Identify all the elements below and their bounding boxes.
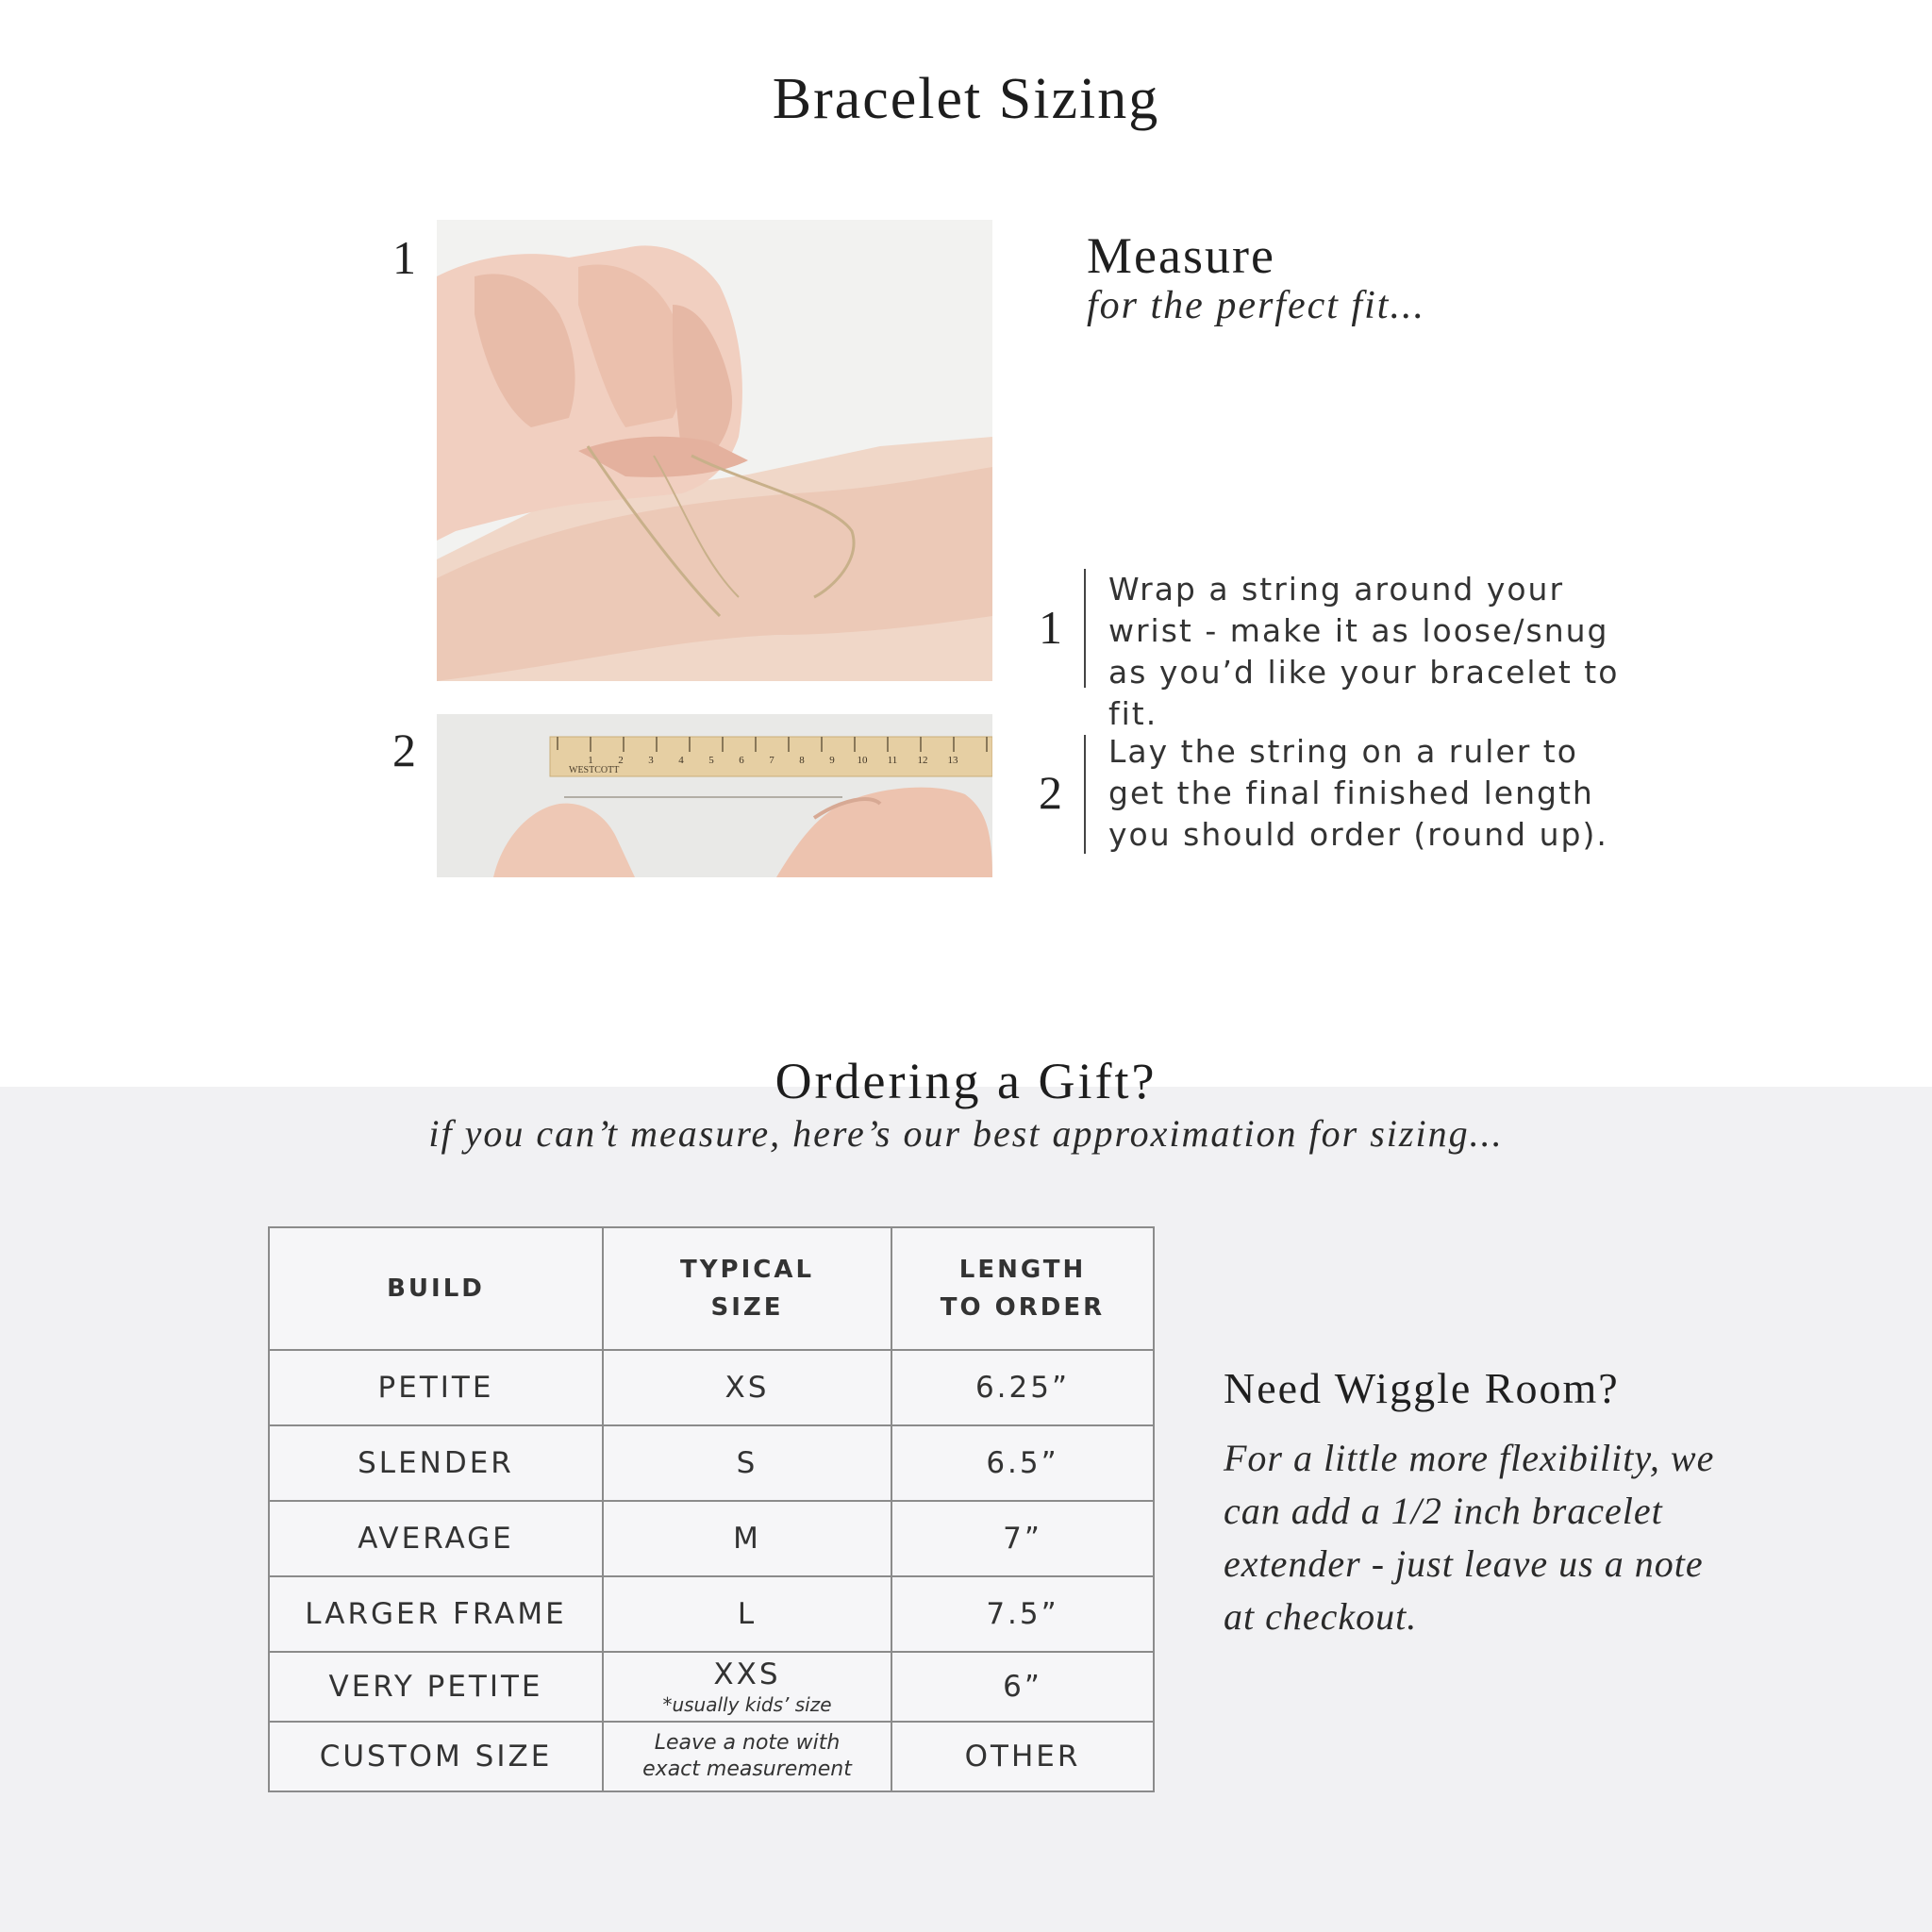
size-cell: L (603, 1576, 891, 1652)
ruler-tick-label: 3 (648, 755, 654, 766)
table-row (269, 1576, 1154, 1652)
size-value: XXS (713, 1657, 781, 1691)
ruler-tick-label: 5 (708, 755, 714, 766)
length-cell: 6.5” (891, 1425, 1154, 1501)
ruler-tick-label: 1 (588, 755, 593, 766)
size-note-line1: Leave a note with (654, 1731, 841, 1755)
build-cell: CUSTOM SIZE (269, 1722, 603, 1791)
ruler-tick-label: 8 (799, 755, 805, 766)
build-cell: LARGER FRAME (269, 1576, 603, 1652)
table-row (269, 1350, 1154, 1425)
ruler-tick-label: 12 (917, 755, 928, 766)
wiggle-text: For a little more flexibility, we can add a 1/2 inch bracelet extender - just leave us a note at checkout. (1224, 1437, 1715, 1638)
length-cell: 7.5” (891, 1576, 1154, 1652)
header-size-line1: TYPICAL (679, 1256, 815, 1284)
table-row (269, 1722, 1154, 1791)
header-build: BUILD (269, 1227, 603, 1350)
step-2-number: 2 (1039, 766, 1062, 819)
build-cell: AVERAGE (269, 1501, 603, 1576)
table-row (269, 1652, 1154, 1722)
header-length-line1: LENGTH (958, 1256, 1087, 1284)
header-typical-size (603, 1227, 891, 1350)
build-cell: SLENDER (269, 1425, 603, 1501)
step-1-divider (1084, 569, 1086, 688)
ruler-tick-label: 2 (618, 755, 624, 766)
ruler-brand: WESTCOTT (569, 765, 620, 775)
measure-heading: Measure (1087, 227, 1275, 284)
ruler-tick-label: 11 (887, 755, 898, 766)
ruler-tick-label: 6 (739, 755, 744, 766)
header-length-to-order (891, 1227, 1154, 1350)
size-cell: S (603, 1425, 891, 1501)
ruler-tick-label: 4 (678, 755, 684, 766)
step-1-number: 1 (1039, 601, 1062, 654)
size-note-cell (603, 1722, 891, 1791)
size-cell (603, 1652, 891, 1722)
size-note: *usually kids’ size (662, 1693, 832, 1716)
ruler-tick-label: 7 (769, 755, 774, 766)
page-title: Bracelet Sizing (772, 67, 1160, 131)
size-cell: XS (603, 1350, 891, 1425)
ruler-tick-label: 13 (947, 755, 958, 766)
ruler-tick-label: 9 (829, 755, 835, 766)
sizing-table (268, 1226, 1155, 1792)
size-note-line2: exact measurement (642, 1757, 852, 1781)
wiggle-heading: Need Wiggle Room? (1224, 1364, 1620, 1412)
table-row (269, 1425, 1154, 1501)
gift-heading: Ordering a Gift? (774, 1053, 1158, 1109)
step-2-divider (1084, 735, 1086, 854)
photo-2-number: 2 (392, 724, 416, 776)
table-header-row (269, 1227, 1154, 1350)
length-cell: OTHER (891, 1722, 1154, 1791)
size-cell: M (603, 1501, 891, 1576)
photo-1-number: 1 (392, 231, 416, 284)
build-cell: PETITE (269, 1350, 603, 1425)
step-2-text: Lay the string on a ruler to get the final finished length you should order (round up). (1108, 733, 1608, 853)
gift-subheading: if you can’t measure, here’s our best approximation for sizing... (428, 1112, 1504, 1155)
table-row (269, 1501, 1154, 1576)
header-size-line2: SIZE (710, 1293, 784, 1322)
wrist-string-photo (437, 220, 992, 681)
ruler-tick-label: 10 (857, 755, 868, 766)
step-1-text: Wrap a string around your wrist - make it as loose/snug as you’d like your bracelet to fit. (1108, 571, 1620, 732)
build-cell: VERY PETITE (269, 1652, 603, 1722)
ruler-photo (437, 714, 992, 877)
measure-subheading: for the perfect fit... (1087, 284, 1425, 327)
length-cell: 6.25” (891, 1350, 1154, 1425)
length-cell: 7” (891, 1501, 1154, 1576)
length-cell: 6” (891, 1652, 1154, 1722)
header-length-line2: TO ORDER (940, 1293, 1106, 1322)
